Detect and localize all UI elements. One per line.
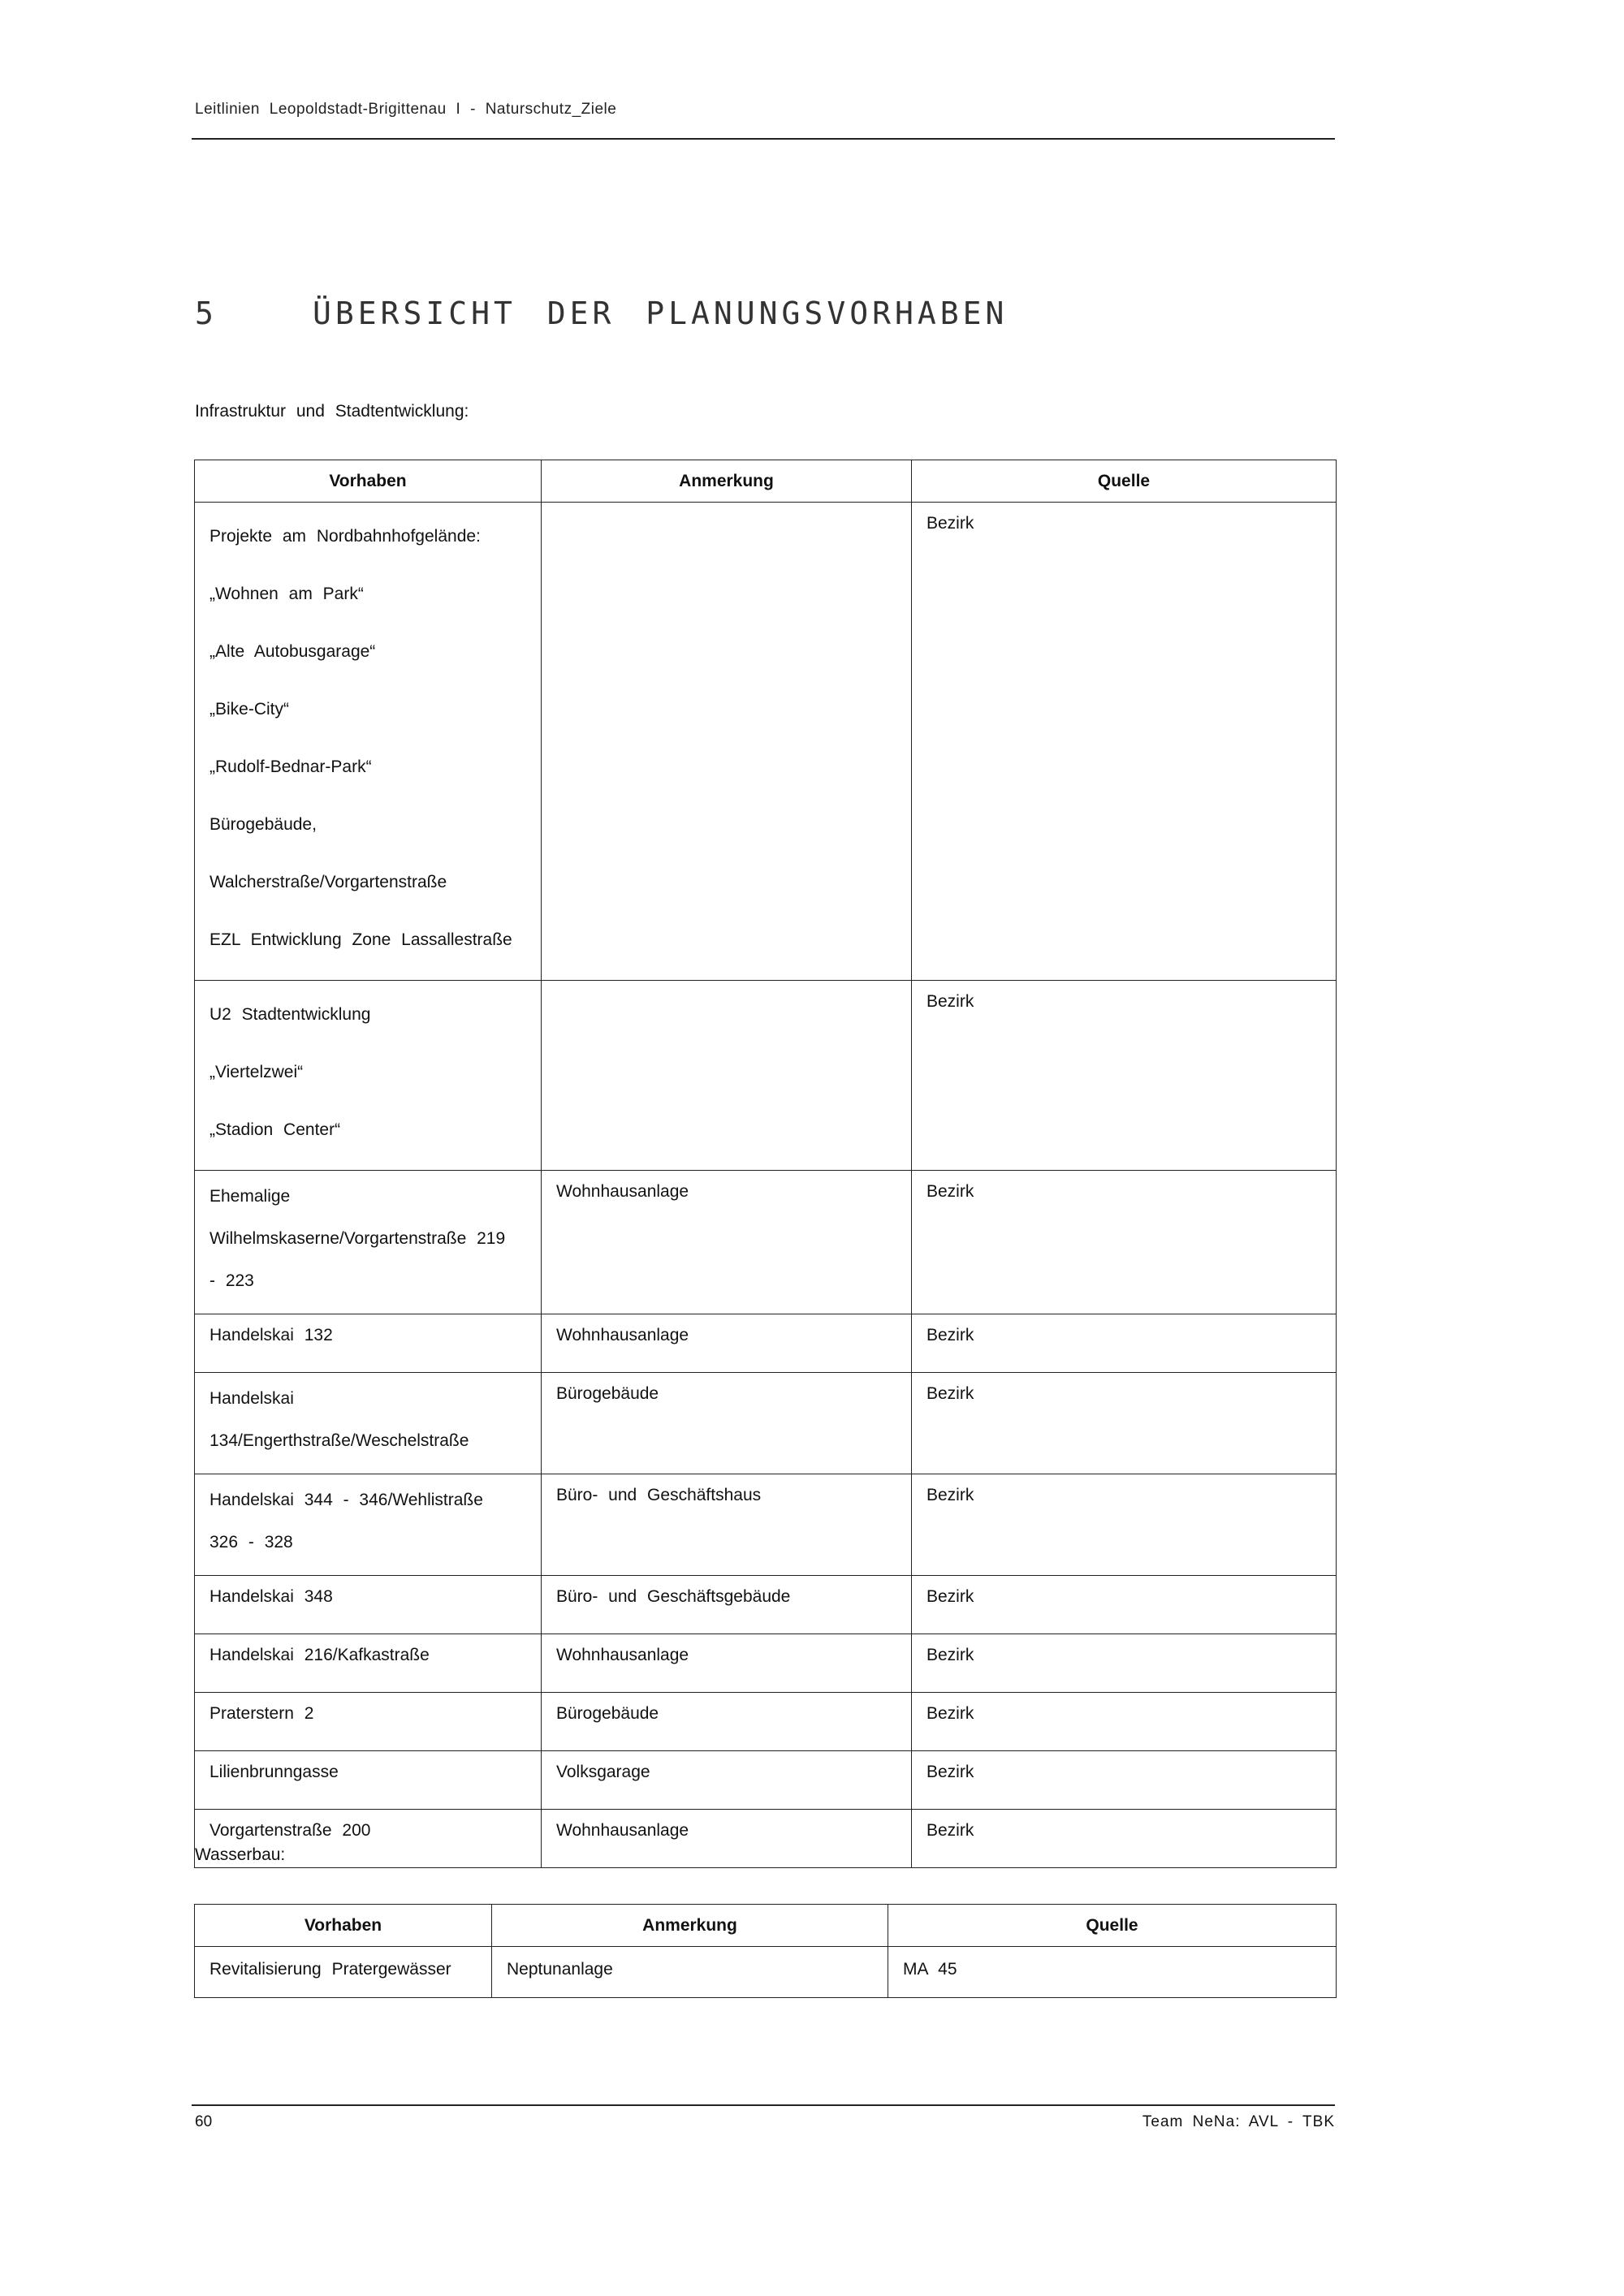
vorhaben-line: „Alte Autobusgarage“ [209, 642, 376, 661]
cell-vorhaben [195, 1576, 542, 1634]
cell-anmerkung [542, 1751, 912, 1810]
cell-vorhaben [195, 981, 542, 1171]
cell-vorhaben [195, 1474, 542, 1576]
cell-quelle [912, 1576, 1337, 1634]
vorhaben-line: EZL Entwicklung Zone Lassallestraße [209, 930, 512, 949]
table-row [195, 1947, 1337, 1998]
vorhaben-line: - 223 [209, 1271, 254, 1290]
vorhaben-line: Handelskai 348 [209, 1587, 333, 1606]
vorhaben-line: Walcherstraße/Vorgartenstraße [209, 873, 447, 891]
page-number: 60 [195, 2113, 213, 2130]
cell-anmerkung [542, 1810, 912, 1868]
quelle-text: MA 45 [903, 1960, 957, 1979]
vorhaben-line: Handelskai 216/Kafkastraße [209, 1646, 430, 1664]
table-wasserbau [194, 1904, 1337, 1998]
anmerkung-text: Bürogebäude [556, 1704, 659, 1723]
anmerkung-text: Neptunanlage [507, 1960, 613, 1979]
cell-quelle [912, 1171, 1337, 1314]
cell-quelle [912, 1314, 1337, 1373]
quelle-text: Bezirk [926, 1326, 974, 1344]
vorhaben-line: Lilienbrunngasse [209, 1763, 339, 1781]
section-label-infrastruktur: Infrastruktur und Stadtentwicklung: [195, 402, 469, 421]
vorhaben-line: „Bike-City“ [209, 700, 289, 719]
cell-quelle [888, 1947, 1337, 1998]
column-header-quelle: Quelle [912, 460, 1337, 503]
cell-vorhaben [195, 1171, 542, 1314]
table-row [195, 1634, 1337, 1693]
cell-vorhaben [195, 1947, 492, 1998]
vorhaben-line: 134/Engerthstraße/Weschelstraße [209, 1431, 469, 1450]
cell-anmerkung [492, 1947, 888, 1998]
anmerkung-text: Wohnhausanlage [556, 1646, 689, 1664]
cell-quelle [912, 1373, 1337, 1474]
chapter-title: ÜBERSICHT DER PLANUNGSVORHABEN [313, 296, 1009, 331]
table-row [195, 1373, 1337, 1474]
quelle-text: Bezirk [926, 1182, 974, 1201]
header-rule [192, 138, 1335, 140]
cell-vorhaben [195, 1634, 542, 1693]
vorhaben-line: Handelskai [209, 1389, 294, 1408]
header-title: Leitlinien Leopoldstadt-Brigittenau I - Naturschutz_Ziele [195, 101, 617, 118]
table-row [195, 1314, 1337, 1373]
quelle-text: Bezirk [926, 1821, 974, 1840]
chapter-heading [195, 296, 1008, 331]
vorhaben-line: U2 Stadtentwicklung [209, 1005, 371, 1024]
table-row [195, 1474, 1337, 1576]
cell-anmerkung [542, 503, 912, 981]
cell-quelle [912, 1474, 1337, 1576]
cell-vorhaben [195, 1314, 542, 1373]
cell-vorhaben [195, 503, 542, 981]
cell-quelle [912, 1693, 1337, 1751]
table-row [195, 1751, 1337, 1810]
cell-anmerkung [542, 1314, 912, 1373]
table-header-row [195, 1905, 1337, 1947]
cell-vorhaben [195, 1751, 542, 1810]
vorhaben-line: Handelskai 344 - 346/Wehlistraße [209, 1491, 483, 1509]
vorhaben-line: Revitalisierung Pratergewässer [209, 1960, 451, 1979]
anmerkung-text: Wohnhausanlage [556, 1821, 689, 1840]
vorhaben-line: „Stadion Center“ [209, 1120, 341, 1139]
vorhaben-line: Projekte am Nordbahnhofgelände: [209, 527, 481, 546]
quelle-text: Bezirk [926, 1384, 974, 1403]
cell-quelle [912, 1751, 1337, 1810]
cell-anmerkung [542, 1171, 912, 1314]
vorhaben-line: Ehemalige [209, 1187, 291, 1206]
column-header-anmerkung: Anmerkung [492, 1905, 888, 1947]
anmerkung-text: Volksgarage [556, 1763, 650, 1781]
vorhaben-line: „Viertelzwei“ [209, 1063, 304, 1081]
quelle-text: Bezirk [926, 1646, 974, 1664]
table-row [195, 1810, 1337, 1868]
cell-anmerkung [542, 1634, 912, 1693]
cell-anmerkung [542, 1576, 912, 1634]
cell-anmerkung [542, 1474, 912, 1576]
column-header-quelle: Quelle [888, 1905, 1337, 1947]
quelle-text: Bezirk [926, 1704, 974, 1723]
quelle-text: Bezirk [926, 1486, 974, 1504]
cell-quelle [912, 1634, 1337, 1693]
chapter-number: 5 [195, 296, 218, 331]
quelle-text: Bezirk [926, 1587, 974, 1606]
cell-vorhaben [195, 1693, 542, 1751]
table-header-row [195, 460, 1337, 503]
vorhaben-line: „Rudolf-Bednar-Park“ [209, 757, 372, 776]
table-row [195, 1171, 1337, 1314]
section-label-wasserbau: Wasserbau: [195, 1845, 286, 1864]
vorhaben-line: Bürogebäude, [209, 815, 317, 834]
cell-anmerkung [542, 1373, 912, 1474]
footer-rule [192, 2104, 1335, 2106]
vorhaben-line: Handelskai 132 [209, 1326, 333, 1344]
footer-team: Team NeNa: AVL - TBK [1142, 2113, 1335, 2130]
anmerkung-text: Büro- und Geschäftsgebäude [556, 1587, 791, 1606]
cell-vorhaben [195, 1373, 542, 1474]
cell-quelle [912, 503, 1337, 981]
vorhaben-line: „Wohnen am Park“ [209, 585, 364, 603]
table-row [195, 503, 1337, 981]
vorhaben-line: Vorgartenstraße 200 [209, 1821, 371, 1840]
table-infrastruktur [194, 460, 1337, 1868]
anmerkung-text: Wohnhausanlage [556, 1182, 689, 1201]
quelle-text: Bezirk [926, 992, 974, 1011]
table-row [195, 1576, 1337, 1634]
anmerkung-text: Wohnhausanlage [556, 1326, 689, 1344]
column-header-vorhaben: Vorhaben [195, 1905, 492, 1947]
table-row [195, 981, 1337, 1171]
cell-quelle [912, 1810, 1337, 1868]
vorhaben-line: 326 - 328 [209, 1533, 293, 1552]
anmerkung-text: Büro- und Geschäftshaus [556, 1486, 762, 1504]
column-header-vorhaben: Vorhaben [195, 460, 542, 503]
anmerkung-text: Bürogebäude [556, 1384, 659, 1403]
vorhaben-line: Praterstern 2 [209, 1704, 314, 1723]
column-header-anmerkung: Anmerkung [542, 460, 912, 503]
cell-anmerkung [542, 1693, 912, 1751]
cell-quelle [912, 981, 1337, 1171]
quelle-text: Bezirk [926, 514, 974, 533]
table-row [195, 1693, 1337, 1751]
vorhaben-line: Wilhelmskaserne/Vorgartenstraße 219 [209, 1229, 506, 1248]
quelle-text: Bezirk [926, 1763, 974, 1781]
cell-anmerkung [542, 981, 912, 1171]
